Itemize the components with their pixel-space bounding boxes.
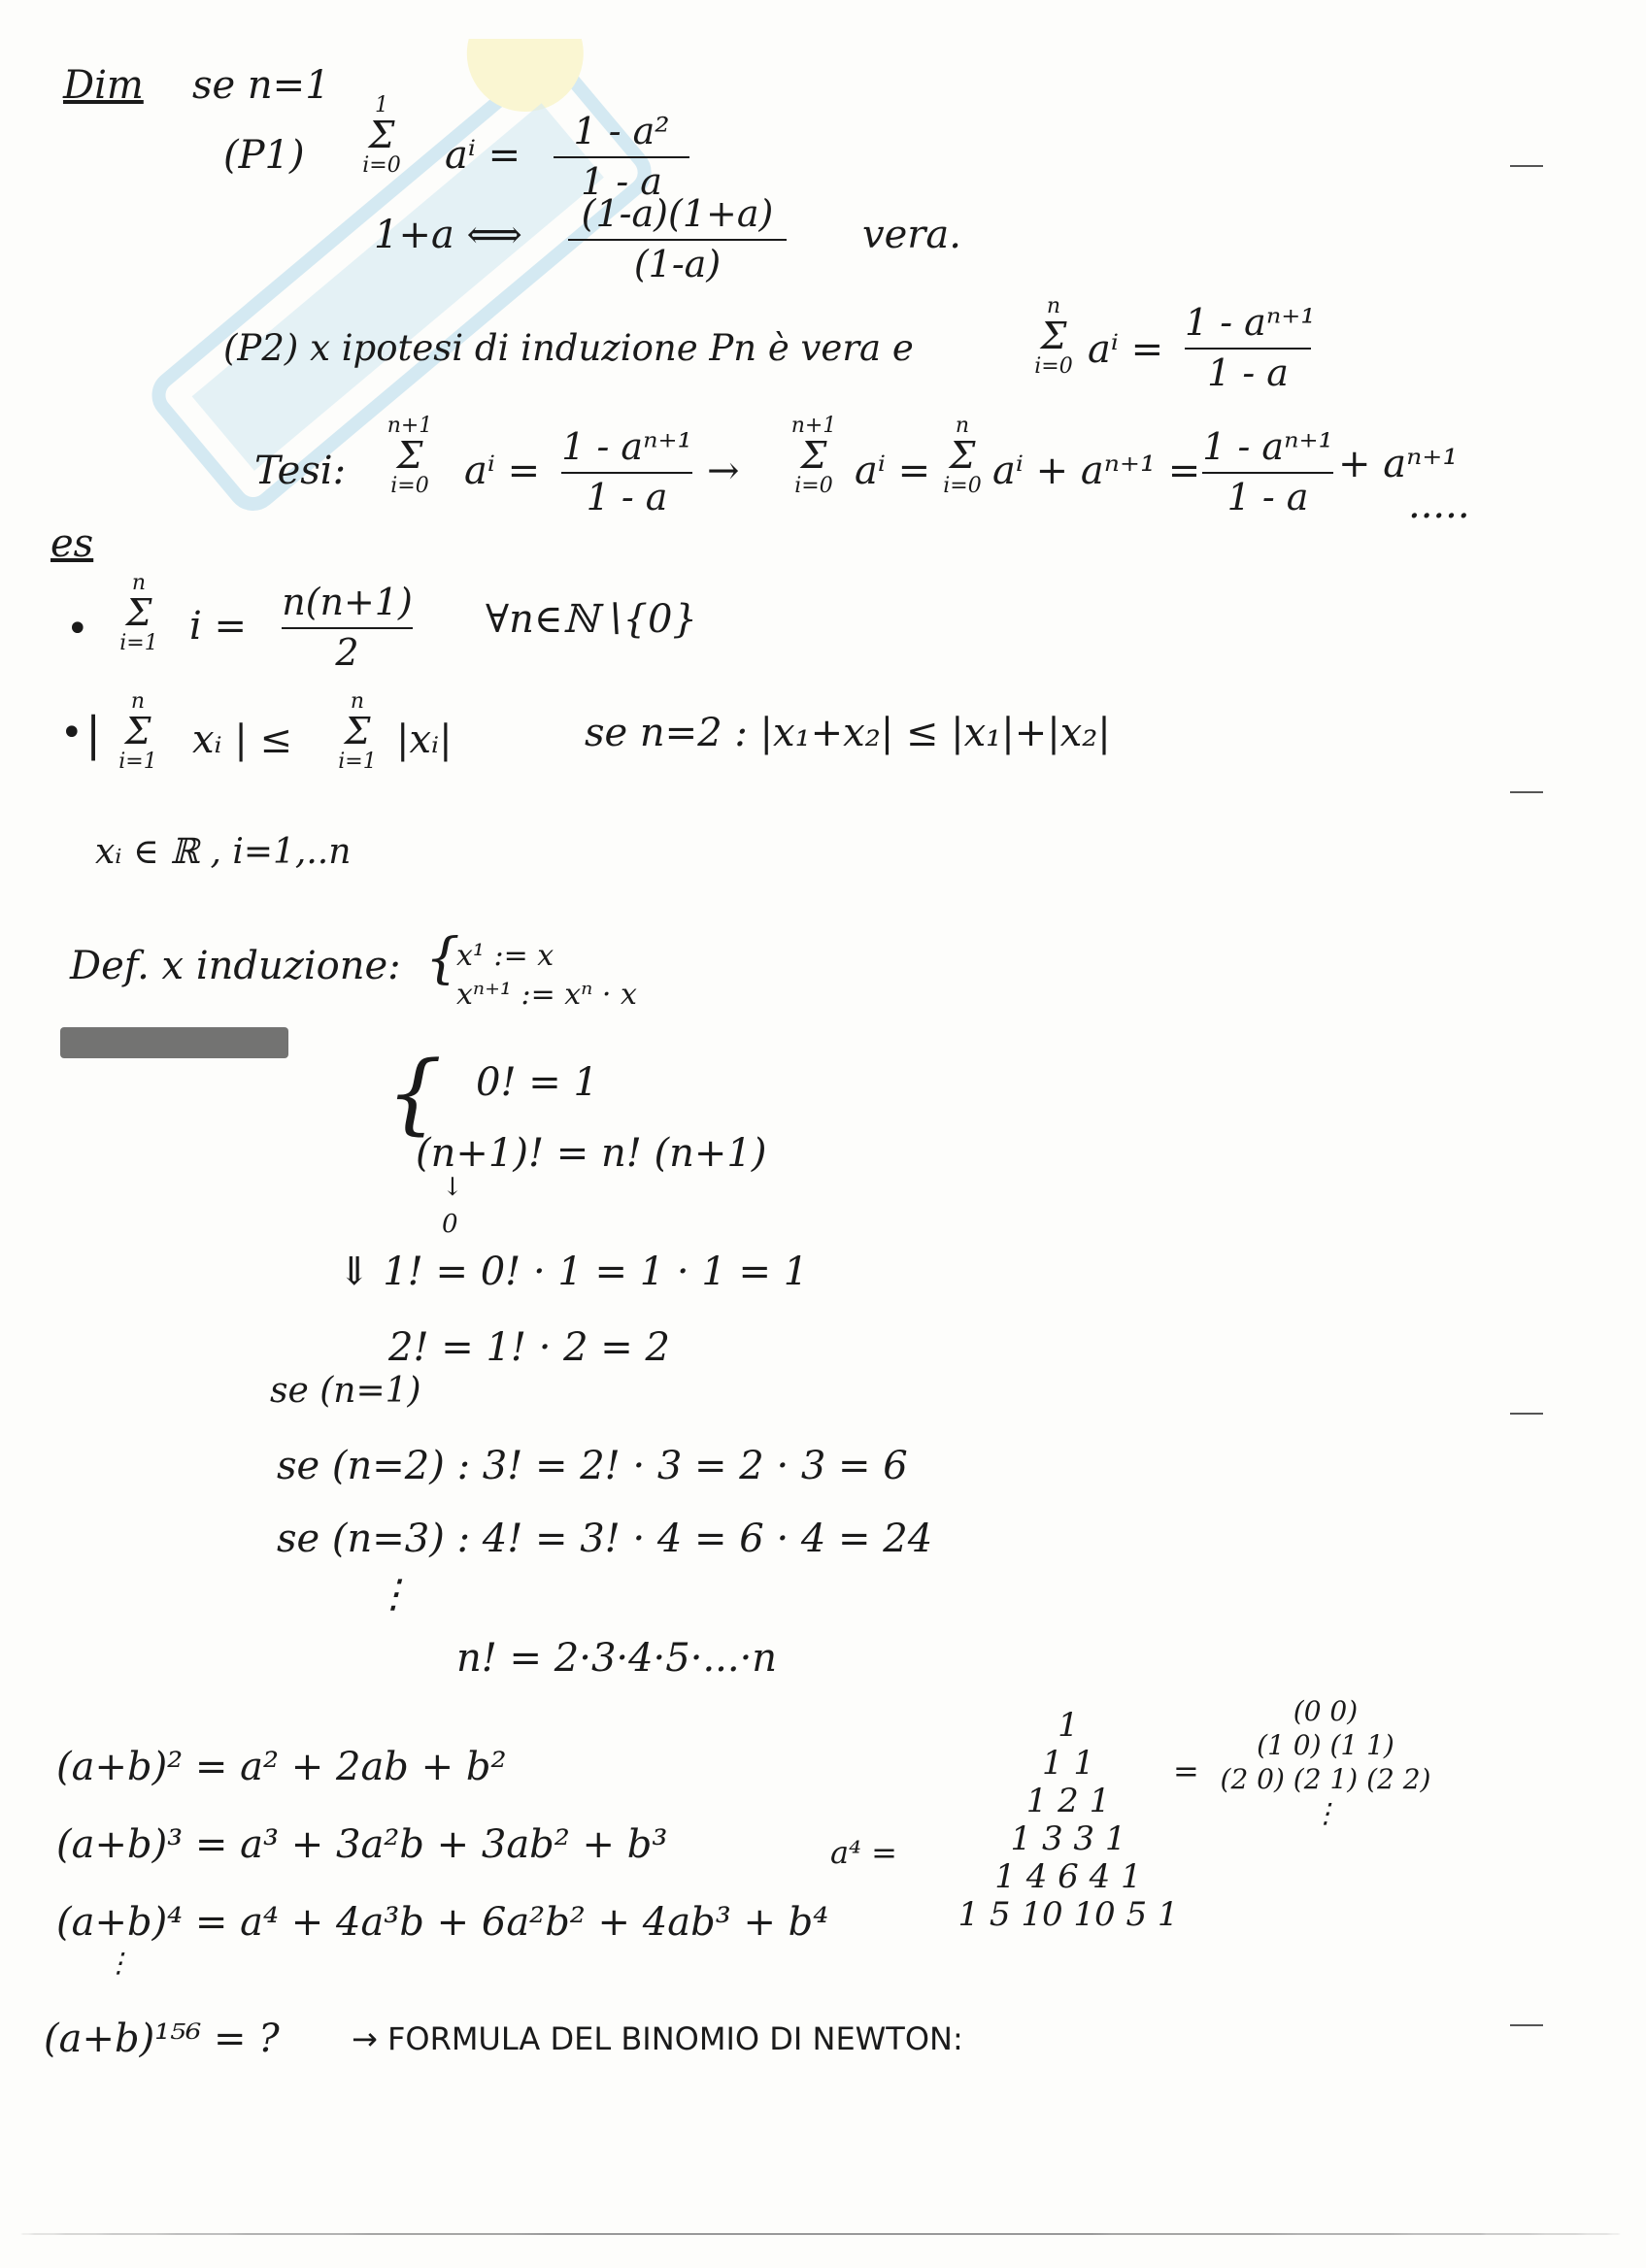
tesi-fraction — [561, 427, 692, 518]
tesi-fraction2 — [1202, 427, 1333, 518]
tesi-sum3-bottom: i=0 — [943, 473, 982, 498]
p2-summand: aⁱ = — [1088, 327, 1164, 372]
proof-case: se n=1 — [192, 63, 330, 108]
fraction-bar — [561, 472, 692, 474]
p1-tag: (P1) — [223, 133, 305, 178]
tesi-sum2 — [785, 416, 843, 497]
brace-icon: { — [425, 927, 460, 990]
vertical-dots-icon: ⋮ — [105, 1947, 132, 1979]
sigma-icon: Σ — [344, 710, 371, 752]
proof-label: Dim — [63, 63, 144, 108]
factorial-l8: n! = 2·3·4·5·...·n — [456, 1636, 778, 1681]
ex1-frac-num: n(n+1) — [282, 581, 413, 623]
ex1-sum — [105, 573, 173, 654]
p1-frac-num: 1 - a² — [573, 110, 670, 152]
sigma-icon: Σ — [125, 591, 152, 634]
p1-eq-den: (1-a) — [633, 242, 722, 285]
tesi-sum2-top: n+1 — [790, 414, 837, 438]
sigma-icon: Σ — [1040, 315, 1067, 357]
vertical-dots-icon: ⋮ — [374, 1572, 413, 1617]
binom-row: (0 0) — [1293, 1695, 1359, 1727]
fraction-bar — [1202, 472, 1333, 474]
p1-fraction — [554, 112, 689, 203]
tesi-dots: ..... — [1408, 483, 1470, 527]
tesi-sum — [381, 416, 439, 497]
p1-eq-left: 1+a ⟺ — [374, 213, 522, 257]
ex2-sum-bottom: i=1 — [118, 749, 157, 774]
binomial-square: (a+b)² = a² + 2ab + b² — [56, 1745, 507, 1789]
sigma-icon: Σ — [396, 434, 423, 477]
factorial-l7: se (n=3) : 4! = 3! · 4 = 6 · 4 = 24 — [277, 1517, 933, 1561]
binom-row: ⋮ — [1312, 1797, 1339, 1829]
factorial-l3: ⇓ 1! = 0! · 1 = 1 · 1 = 1 — [338, 1250, 809, 1294]
p1-sum-bottom: i=0 — [362, 152, 401, 178]
tesi-frac-num: 1 - aⁿ⁺¹ — [561, 425, 692, 468]
ex2-summand: xᵢ | ≤ — [192, 717, 293, 762]
margin-mark — [1510, 1413, 1543, 1415]
page-edge — [19, 2233, 1622, 2235]
p2-sum-top: n — [1046, 294, 1061, 318]
factorial-line1: 0! = 1 — [476, 1060, 598, 1105]
p2-frac-num: 1 - aⁿ⁺¹ — [1185, 301, 1316, 344]
p2-text: (P2) x ipotesi di induzione Pn è vera e — [223, 327, 914, 369]
tesi-tail: + aⁿ⁺¹ — [1338, 442, 1459, 486]
sigma-icon: Σ — [949, 434, 976, 477]
factorial-line2: (n+1)! = n! (n+1) — [416, 1131, 767, 1176]
binomial-fourth: (a+b)⁴ = a⁴ + 4a³b + 6a²b² + 4ab³ + b⁴ — [56, 1900, 829, 1945]
tesi-frac-den: 1 - a — [586, 475, 668, 518]
examples-label: es — [50, 521, 94, 566]
margin-mark — [1510, 165, 1543, 167]
ex2-sum — [109, 691, 167, 773]
tesi-label: Tesi: — [254, 449, 347, 493]
p1-eq-fraction — [568, 194, 787, 285]
p1-verdict: vera. — [862, 213, 961, 257]
arrow-down-icon: ↓ — [442, 1173, 463, 1202]
p2-frac-den: 1 - a — [1207, 350, 1289, 394]
p1-frac-den: 1 - a — [581, 159, 662, 203]
binom-row: (2 0) (2 1) (2 2) — [1220, 1763, 1431, 1795]
ex2-left-bar: | — [85, 707, 102, 761]
binomial-156: (a+b)¹⁵⁶ = ? — [44, 2017, 280, 2061]
examples-domain: xᵢ ∈ ℝ , i=1,..n — [95, 832, 352, 872]
ex1-fraction — [282, 583, 413, 674]
tesi-sum-top: n+1 — [386, 414, 433, 438]
ex1-domain: ∀n∈ℕ∖{0} — [486, 597, 697, 642]
bullet-icon: • — [60, 711, 84, 755]
ex2-sum2 — [328, 691, 386, 773]
pascal-row: 1 4 6 4 1 — [994, 1857, 1142, 1897]
ex2-summand2: |xᵢ| — [396, 717, 453, 762]
tesi-summand2: aⁱ = — [855, 449, 931, 493]
tesi-summand3: aⁱ + aⁿ⁺¹ = — [992, 449, 1201, 493]
binom-row: (1 0) (1 1) — [1257, 1729, 1394, 1761]
pascal-triangle — [908, 1707, 1228, 1935]
def-line2: xⁿ⁺¹ := xⁿ · x — [456, 978, 637, 1012]
p1-summand: aⁱ = — [445, 133, 521, 178]
ex1-sum-bottom: i=1 — [119, 630, 158, 655]
binomial-cube: (a+b)³ = a³ + 3a²b + 3ab² + b³ — [56, 1822, 668, 1867]
binomial-coefficients — [1219, 1694, 1432, 1830]
crossed-out-text — [60, 1027, 288, 1058]
ex1-summand: i = — [189, 604, 248, 649]
tesi-sum-bottom: i=0 — [390, 473, 429, 498]
pascal-row: 1 3 3 1 — [1010, 1819, 1126, 1859]
tesi-frac2-den: 1 - a — [1226, 475, 1309, 518]
definition-label: Def. x induzione: — [70, 944, 401, 988]
margin-mark — [1510, 2024, 1543, 2026]
p2-sum — [1029, 296, 1078, 378]
pascal-row: 1 — [1058, 1706, 1079, 1745]
fraction-bar — [568, 239, 787, 241]
tesi-summand: aⁱ = — [464, 449, 541, 493]
factorial-l4: 2! = 1! · 2 = 2 — [388, 1325, 670, 1370]
fraction-bar — [1185, 348, 1311, 350]
def-line1: x¹ := x — [456, 939, 554, 973]
fraction-bar — [554, 156, 689, 158]
factorial-zero-mark: 0 — [442, 1210, 458, 1239]
p2-fraction — [1185, 301, 1316, 394]
p1-sum — [357, 95, 406, 177]
ex1-frac-den: 2 — [335, 630, 359, 674]
margin-mark — [1510, 791, 1543, 793]
ex2-sum2-bottom: i=1 — [338, 749, 377, 774]
factorial-l6: se (n=2) : 3! = 2! · 3 = 2 · 3 = 6 — [277, 1444, 908, 1488]
newton-formula-heading: → FORMULA DEL BINOMIO DI NEWTON: — [352, 2020, 963, 2057]
ex2-sum-top: n — [130, 689, 146, 714]
bullet-icon: • — [66, 607, 89, 651]
pascal-row: 1 2 1 — [1025, 1782, 1111, 1821]
brace-icon: { — [386, 1043, 443, 1145]
tesi-sum3 — [938, 416, 987, 497]
arrow-icon: → — [707, 449, 740, 493]
ex2-sum2-top: n — [350, 689, 365, 714]
factorial-l5: se (n=1) — [270, 1371, 421, 1411]
sigma-icon: Σ — [124, 710, 151, 752]
pascal-row: 1 5 10 10 5 1 — [957, 1895, 1179, 1935]
tesi-sum3-top: n — [955, 414, 970, 438]
tesi-sum2-bottom: i=0 — [794, 473, 833, 498]
sigma-icon: Σ — [800, 434, 827, 477]
fraction-bar — [282, 627, 413, 629]
pascal-row: 1 1 — [1041, 1744, 1095, 1784]
p1-sum-top: 1 — [375, 93, 388, 117]
p2-sum-bottom: i=0 — [1034, 353, 1073, 379]
ex1-sum-top: n — [131, 571, 147, 595]
sigma-icon: Σ — [368, 114, 395, 156]
equals-sign: = — [1173, 1752, 1199, 1789]
tesi-frac2-num: 1 - aⁿ⁺¹ — [1202, 425, 1333, 468]
ex2-case: se n=2 : |x₁+x₂| ≤ |x₁|+|x₂| — [585, 711, 1111, 755]
p1-eq-num: (1-a)(1+a) — [581, 192, 774, 235]
a4-label: a⁴ = — [830, 1834, 897, 1871]
